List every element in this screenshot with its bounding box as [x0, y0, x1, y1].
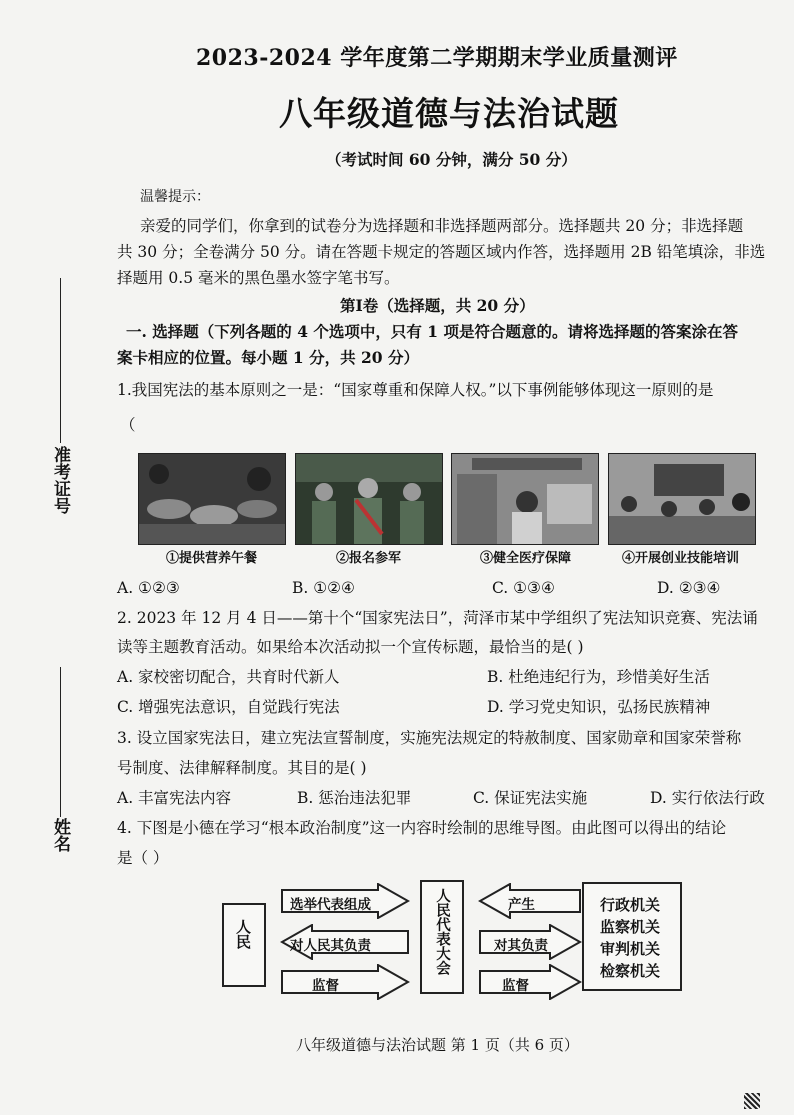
- organ-1: 行政机关: [600, 896, 661, 914]
- q3-stem-2: 号制度、法律解释制度。其目的是( ): [117, 759, 367, 777]
- exam-number-label: 准考证号: [50, 446, 70, 514]
- organ-4: 检察机关: [600, 962, 661, 980]
- q3-option-d: D. 实行依法行政: [650, 789, 765, 807]
- organ-2: 监察机关: [600, 918, 661, 936]
- q1-option-d: D. ②③④: [657, 579, 721, 597]
- notice-line-1: 亲爱的同学们，你拿到的试卷分为选择题和非选择题两部分。选择题共 20 分；非选择题: [140, 217, 744, 235]
- people-box: [222, 903, 266, 987]
- page-footer: 八年级道德与法治试题 第 1 页（共 6 页）: [296, 1036, 579, 1054]
- q2-option-c: C. 增强宪法意识，自觉践行宪法: [117, 698, 340, 716]
- photo-medical: [451, 453, 599, 545]
- section-instruction-2: 案卡相应的位置。每小题 1 分，共 20 分）: [117, 348, 419, 367]
- q1-option-a: A. ①②③: [117, 579, 180, 597]
- label-responsible-people: 对人民其负责: [290, 938, 371, 954]
- notice-heading: 温馨提示：: [140, 189, 210, 205]
- photo-training: [608, 453, 756, 545]
- q2-option-a: A. 家校密切配合，共育时代新人: [117, 668, 340, 686]
- q2-stem-1: 2. 2023 年 12 月 4 日——第十个“国家宪法日”，菏泽市某中学组织了宪法知识竞赛、宪法诵: [117, 609, 758, 627]
- label-elect: 选举代表组成: [290, 897, 371, 913]
- arrow-supervise-left-group: [280, 964, 410, 1000]
- photo-nutrition-lunch: [138, 453, 286, 545]
- q4-stem-2: 是（ ）: [117, 849, 169, 867]
- notice-line-2: 共 30 分；全卷满分 50 分。请在答题卡规定的答题区域内作答，选择题用 2B 铅笔填涂，非选: [117, 243, 766, 261]
- q2-option-d: D. 学习党史知识，弘扬民族精神: [487, 698, 711, 716]
- q2-stem-2: 读等主题教育活动。如果给本次活动拟一个宣传标题，最恰当的是( ): [117, 638, 584, 656]
- label-responsible-congress: 对其负责: [494, 938, 548, 954]
- label-supervise-right: 监督: [502, 978, 529, 994]
- q1-option-c: C. ①③④: [492, 579, 555, 597]
- caption-4: ④开展创业技能培训: [622, 551, 740, 566]
- notice-line-3: 择题用 0.5 毫米的黑色墨水签字笔书写。: [117, 269, 400, 287]
- organs-box: [582, 882, 682, 991]
- section-title: 第Ⅰ卷（选择题，共 20 分）: [340, 296, 535, 315]
- label-produce: 产生: [508, 897, 535, 913]
- q3-option-c: C. 保证宪法实施: [473, 789, 588, 807]
- arrow-supervise-right: [478, 964, 582, 1000]
- caption-3: ③健全医疗保障: [480, 551, 572, 566]
- organ-3: 审判机关: [600, 940, 661, 958]
- caption-2: ②报名参军: [336, 551, 402, 566]
- qr-code-icon: [744, 1093, 760, 1109]
- exam-number-line: [60, 278, 61, 443]
- name-line: [60, 667, 61, 817]
- congress-box: [420, 880, 464, 994]
- label-supervise-left: 监督: [312, 978, 339, 994]
- q4-stem-1: 4. 下图是小德在学习“根本政治制度”这一内容时绘制的思维导图。由此图可以得出的结论: [117, 819, 727, 837]
- q1-option-b: B. ①②④: [292, 579, 355, 597]
- q3-option-a: A. 丰富宪法内容: [117, 789, 232, 807]
- q2-option-b: B. 杜绝违纪行为，珍惜美好生活: [487, 668, 710, 686]
- exam-title-line2: 八年级道德与法治试题: [279, 94, 619, 133]
- q1-stem: 1.我国宪法的基本原则之一是：“国家尊重和保障人权。”以下事例能够体现这一原则的是: [117, 381, 714, 399]
- q1-paren: （: [120, 416, 136, 434]
- section-instruction-1: 一. 选择题（下列各题的 4 个选项中，只有 1 项是符合题意的。请将选择题的答案涂在答: [126, 322, 738, 341]
- exam-title-line1: 2023-2024 学年度第二学期期末学业质量测评: [196, 45, 678, 71]
- people-label: 人民: [234, 919, 252, 949]
- caption-1: ①提供营养午餐: [166, 551, 258, 566]
- congress-label: 人民代表大会: [434, 888, 451, 975]
- q3-stem-1: 3. 设立国家宪法日，建立宪法宣誓制度，实施宪法规定的特赦制度、国家勋章和国家荣誉称: [117, 729, 742, 747]
- q3-option-b: B. 惩治违法犯罪: [297, 789, 412, 807]
- exam-info: （考试时间 60 分钟，满分 50 分）: [326, 150, 577, 169]
- name-label: 姓名: [50, 818, 70, 852]
- photo-enlist: [295, 453, 443, 545]
